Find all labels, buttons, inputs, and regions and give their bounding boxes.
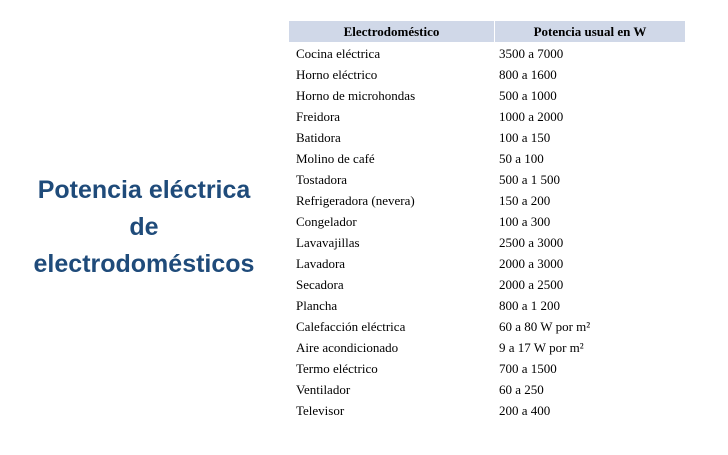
- power-cell: 1000 a 2000: [499, 109, 564, 124]
- power-cell: 700 a 1500: [499, 361, 557, 376]
- appliance-cell: Congelador: [289, 211, 494, 232]
- title-line-2: de: [129, 213, 159, 241]
- table-row: [289, 127, 685, 148]
- table-row: [289, 379, 685, 400]
- table-row: [289, 43, 685, 64]
- power-cell: 2500 a 3000: [499, 235, 564, 250]
- table-row: [289, 64, 685, 85]
- table-row: [289, 337, 685, 358]
- appliance-cell: Batidora: [289, 127, 494, 148]
- power-cell: 9 a 17 W por m²: [499, 340, 584, 355]
- appliance-cell: Ventilador: [289, 379, 494, 400]
- appliance-cell: Molino de café: [289, 148, 494, 169]
- table-row: [289, 232, 685, 253]
- power-cell: 500 a 1 500: [499, 172, 561, 187]
- power-cell: 800 a 1 200: [499, 298, 561, 313]
- power-cell: 3500 a 7000: [499, 46, 564, 61]
- header-power: Potencia usual en W: [533, 24, 647, 39]
- title-line-1: Potencia eléctrica: [37, 176, 251, 204]
- appliance-cell: Secadora: [289, 274, 494, 295]
- table-row: [289, 85, 685, 106]
- table-header: [289, 21, 685, 43]
- power-cell: 50 a 100: [499, 151, 544, 166]
- table-row: [289, 253, 685, 274]
- appliance-cell: Lavavajillas: [289, 232, 494, 253]
- title-line-3: electrodomésticos: [33, 250, 255, 278]
- power-cell: 60 a 250: [499, 382, 544, 397]
- power-cell: 200 a 400: [499, 403, 551, 418]
- appliance-cell: Aire acondicionado: [289, 337, 494, 358]
- table-row: [289, 358, 685, 379]
- table-body: [289, 43, 685, 421]
- power-cell: 60 a 80 W por m²: [499, 319, 591, 334]
- header-appliance: Electrodoméstico: [289, 21, 495, 42]
- table-row: [289, 169, 685, 190]
- appliance-cell: Televisor: [289, 400, 494, 421]
- appliance-cell: Cocina eléctrica: [289, 43, 494, 64]
- slide-title: [8, 172, 280, 283]
- table-row: [289, 316, 685, 337]
- power-cell: 100 a 150: [499, 130, 551, 145]
- appliance-cell: Refrigeradora (nevera): [289, 190, 494, 211]
- appliance-cell: Lavadora: [289, 253, 494, 274]
- power-cell: 100 a 300: [499, 214, 551, 229]
- appliance-cell: Plancha: [289, 295, 494, 316]
- appliance-cell: Horno de microhondas: [289, 85, 494, 106]
- table-row: [289, 106, 685, 127]
- table-row: [289, 190, 685, 211]
- appliance-power-table: [289, 21, 685, 421]
- table-row: [289, 274, 685, 295]
- power-cell: 2000 a 3000: [499, 256, 564, 271]
- power-cell: 2000 a 2500: [499, 277, 564, 292]
- appliance-cell: Calefacción eléctrica: [289, 316, 494, 337]
- power-cell: 150 a 200: [499, 193, 551, 208]
- table-row: [289, 148, 685, 169]
- power-cell: 500 a 1000: [499, 88, 557, 103]
- appliance-cell: Termo eléctrico: [289, 358, 494, 379]
- table-row: [289, 211, 685, 232]
- table-row: [289, 295, 685, 316]
- appliance-cell: Horno eléctrico: [289, 64, 494, 85]
- power-cell: 800 a 1600: [499, 67, 557, 82]
- appliance-cell: Tostadora: [289, 169, 494, 190]
- appliance-cell: Freidora: [289, 106, 494, 127]
- table-row: [289, 400, 685, 421]
